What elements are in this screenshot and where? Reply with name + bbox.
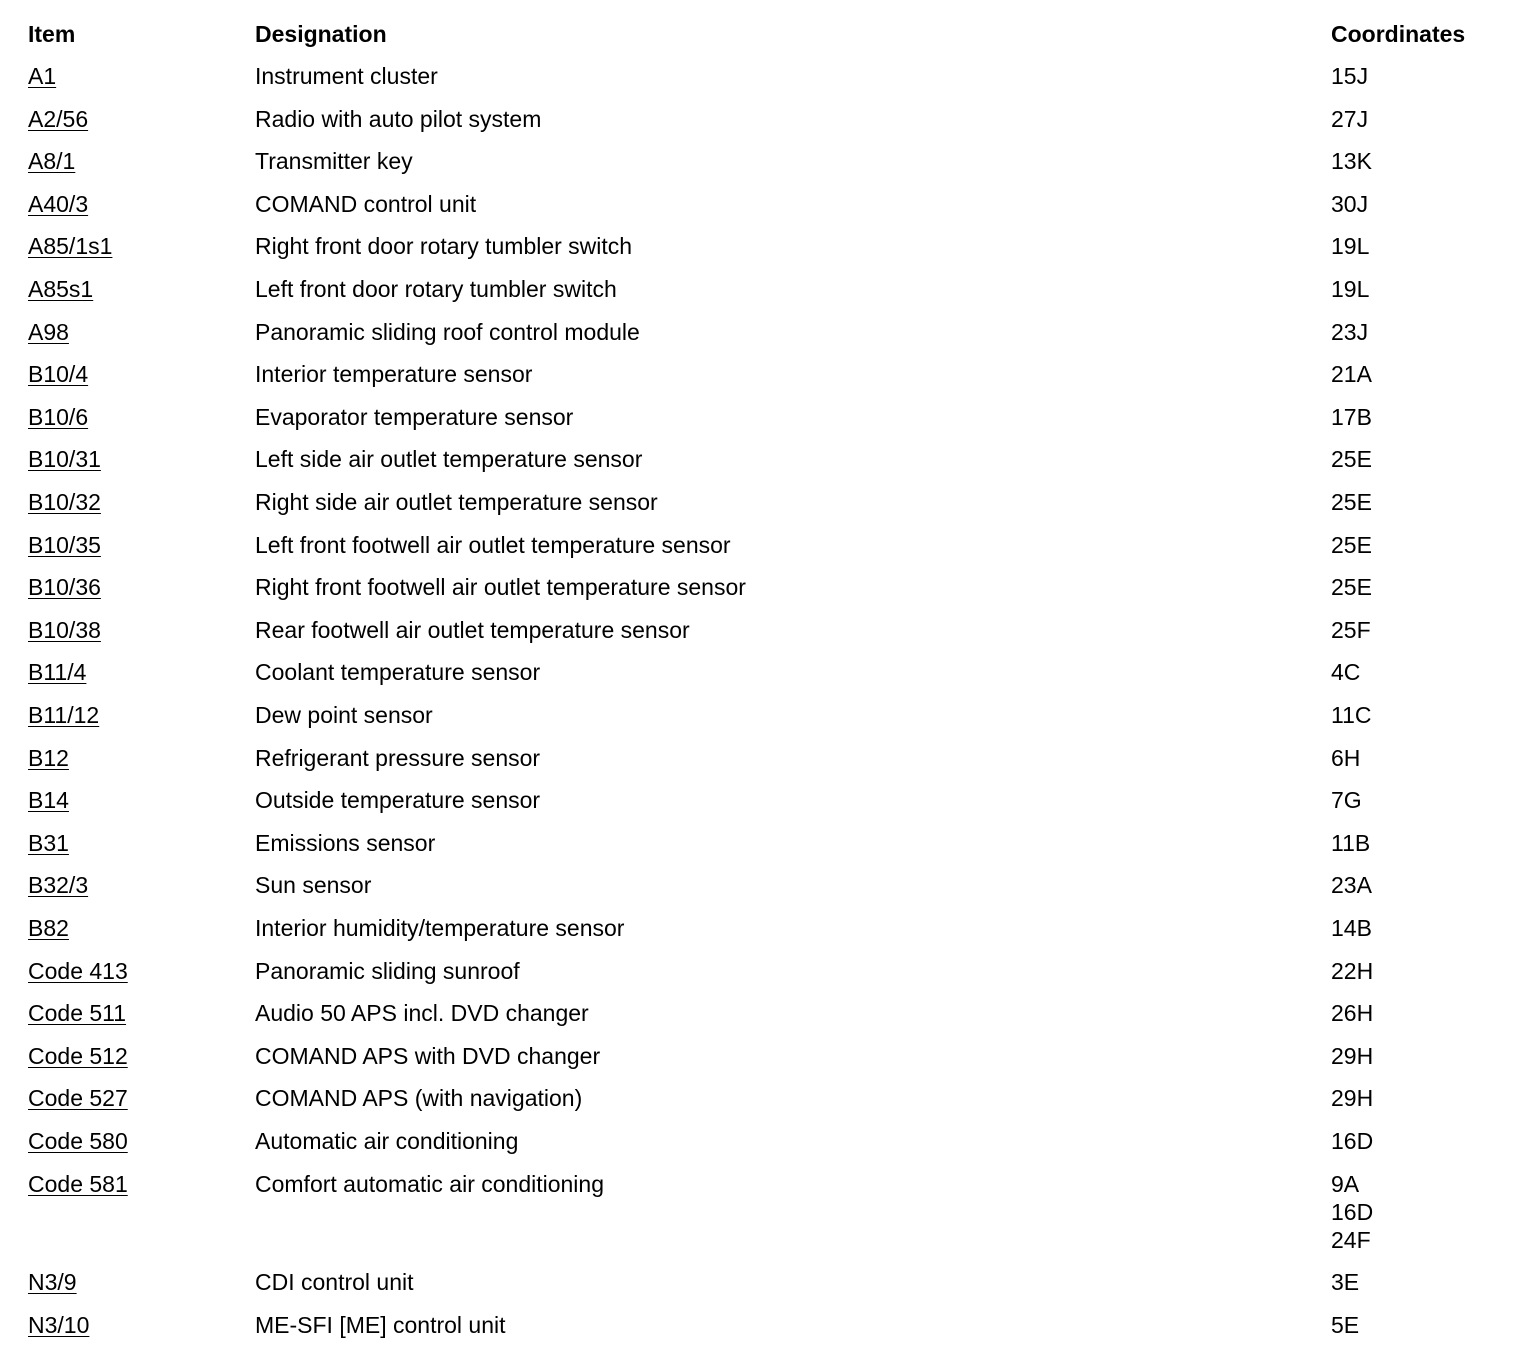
item-link[interactable]: B32/3 <box>28 872 89 899</box>
designation-text: Panoramic sliding roof control module <box>255 318 640 345</box>
coordinates-cell <box>1331 786 1362 814</box>
coordinate-value: 11C <box>1331 702 1372 728</box>
item-link[interactable]: A1 <box>28 63 57 89</box>
coordinates-cell <box>1331 658 1360 686</box>
coordinate-value: 24F <box>1331 1226 1371 1253</box>
coordinates-cell <box>1331 488 1372 516</box>
item-link[interactable]: B10/32 <box>28 489 101 515</box>
designation-text: Right side air outlet temperature sensor <box>255 489 658 515</box>
designation-text: Coolant temperature sensor <box>255 659 541 686</box>
designation-text: Automatic air conditioning <box>255 1128 519 1154</box>
coordinates-cell <box>1331 147 1372 175</box>
coordinates-cell <box>1331 1170 1373 1254</box>
coordinate-value: 30J <box>1331 190 1369 217</box>
coordinate-value: 27J <box>1331 105 1369 132</box>
coordinate-value: 21A <box>1331 361 1372 388</box>
coordinates-cell <box>1331 1042 1373 1070</box>
designation-text: Refrigerant pressure sensor <box>255 744 541 771</box>
coordinate-value: 25E <box>1331 574 1372 601</box>
coordinates-cell <box>1331 62 1368 90</box>
designation-text: CDI control unit <box>255 1269 414 1296</box>
coordinates-cell <box>1331 1084 1373 1112</box>
coordinate-value: 25E <box>1331 489 1372 515</box>
coordinate-value: 9A <box>1331 1170 1360 1197</box>
item-link[interactable]: B11/12 <box>28 702 100 728</box>
coordinates-cell <box>1331 957 1373 985</box>
designation-text: Right front door rotary tumbler switch <box>255 233 633 260</box>
designation-text: Left side air outlet temperature sensor <box>255 446 643 473</box>
coordinates-cell <box>1331 829 1370 857</box>
coordinates-cell <box>1331 445 1372 473</box>
coordinates-cell <box>1331 914 1372 942</box>
coordinates-cell <box>1331 1311 1359 1339</box>
coordinate-value: 26H <box>1331 1000 1374 1027</box>
item-link[interactable]: N3/10 <box>28 1311 90 1338</box>
coordinate-value: 3E <box>1331 1269 1360 1296</box>
designation-text: Left front footwell air outlet temperature sensor <box>255 531 731 558</box>
item-link[interactable]: B14 <box>28 787 69 814</box>
item-link[interactable]: B10/36 <box>28 574 101 601</box>
designation-text: Outside temperature sensor <box>255 787 541 814</box>
coordinates-cell <box>1331 190 1368 218</box>
designation-text: Emissions sensor <box>255 829 436 856</box>
coordinate-value: 16D <box>1331 1128 1374 1154</box>
item-link[interactable]: Code 580 <box>28 1128 128 1154</box>
coordinate-value: 11B <box>1331 829 1371 856</box>
coordinate-value: 22H <box>1331 957 1374 984</box>
designation-text: Audio 50 APS incl. DVD changer <box>255 1000 589 1027</box>
column-header-coordinates: Coordinates <box>1331 21 1466 47</box>
coordinates-cell <box>1331 531 1372 559</box>
coordinate-value: 16D <box>1331 1198 1374 1225</box>
coordinate-value: 25E <box>1331 531 1372 558</box>
designation-text: Dew point sensor <box>255 702 433 728</box>
item-link[interactable]: B11/4 <box>28 659 87 686</box>
designation-text: COMAND control unit <box>255 190 477 217</box>
item-link[interactable]: A8/1 <box>28 148 76 175</box>
coordinates-cell <box>1331 318 1368 346</box>
item-link[interactable]: A85s1 <box>28 276 94 302</box>
designation-text: Evaporator temperature sensor <box>255 403 574 430</box>
designation-text: Right front footwell air outlet temperature sensor <box>255 574 746 601</box>
coordinates-cell <box>1331 701 1372 729</box>
coordinate-value: 6H <box>1331 744 1361 771</box>
coordinate-value: 5E <box>1331 1311 1360 1338</box>
item-link[interactable]: B10/4 <box>28 361 89 388</box>
item-link[interactable]: Code 512 <box>28 1042 128 1069</box>
designation-text: Interior humidity/temperature sensor <box>255 915 625 941</box>
item-link[interactable]: B10/6 <box>28 403 89 430</box>
coordinates-cell <box>1331 360 1372 388</box>
coordinate-value: 25E <box>1331 446 1372 473</box>
coordinate-value: 29H <box>1331 1085 1374 1112</box>
item-link[interactable]: B82 <box>28 915 69 941</box>
coordinates-cell <box>1331 403 1372 431</box>
designation-text: COMAND APS (with navigation) <box>255 1085 583 1112</box>
item-link[interactable]: N3/9 <box>28 1269 77 1296</box>
item-link[interactable]: B10/38 <box>28 616 101 643</box>
column-header-item: Item <box>28 21 76 47</box>
coordinates-cell <box>1331 744 1360 772</box>
item-link[interactable]: B31 <box>28 829 69 856</box>
coordinates-cell <box>1331 616 1371 644</box>
item-link[interactable]: Code 413 <box>28 957 128 984</box>
coordinate-value: 15J <box>1331 63 1369 89</box>
designation-text: Comfort automatic air conditioning <box>255 1170 604 1197</box>
coordinate-value: 19L <box>1331 233 1370 260</box>
coordinates-cell <box>1331 275 1369 303</box>
designation-text: COMAND APS with DVD changer <box>255 1042 601 1069</box>
item-link[interactable]: A2/56 <box>28 105 89 132</box>
designation-text: Panoramic sliding sunroof <box>255 957 520 984</box>
item-link[interactable]: Code 511 <box>28 1000 127 1027</box>
coordinates-cell <box>1331 1268 1359 1296</box>
coordinates-cell <box>1331 105 1368 133</box>
coordinate-value: 23J <box>1331 318 1369 345</box>
designation-text: Left front door rotary tumbler switch <box>255 276 617 302</box>
coordinate-value: 25F <box>1331 616 1371 643</box>
item-link[interactable]: A85/1s1 <box>28 233 113 260</box>
item-link[interactable]: B12 <box>28 744 69 771</box>
designation-text: Interior temperature sensor <box>255 361 533 388</box>
designation-text: Instrument cluster <box>255 63 438 89</box>
column-header-designation: Designation <box>255 21 387 47</box>
coordinate-value: 7G <box>1331 787 1362 814</box>
coordinates-cell <box>1331 871 1372 899</box>
coordinate-value: 13K <box>1331 148 1372 175</box>
coordinates-cell <box>1331 232 1369 260</box>
coordinates-cell <box>1331 573 1372 601</box>
coordinates-cell <box>1331 999 1373 1027</box>
item-link[interactable]: A40/3 <box>28 190 89 217</box>
coordinate-value: 23A <box>1331 872 1372 899</box>
coordinates-cell <box>1331 1127 1373 1155</box>
item-link[interactable]: B10/35 <box>28 531 101 558</box>
designation-text: Rear footwell air outlet temperature sensor <box>255 616 690 643</box>
coordinate-value: 14B <box>1331 915 1372 941</box>
designation-text: Sun sensor <box>255 872 372 899</box>
designation-text: Radio with auto pilot system <box>255 105 542 132</box>
designation-text: ME-SFI [ME] control unit <box>255 1311 506 1338</box>
item-link[interactable]: Code 527 <box>28 1085 128 1112</box>
item-link[interactable]: Code 581 <box>28 1170 128 1197</box>
item-link[interactable]: B10/31 <box>28 446 101 473</box>
coordinate-value: 19L <box>1331 276 1370 302</box>
designation-text: Transmitter key <box>255 148 413 175</box>
coordinate-value: 4C <box>1331 659 1361 686</box>
coordinate-value: 17B <box>1331 403 1372 430</box>
item-link[interactable]: A98 <box>28 318 69 345</box>
coordinate-value: 29H <box>1331 1042 1374 1069</box>
